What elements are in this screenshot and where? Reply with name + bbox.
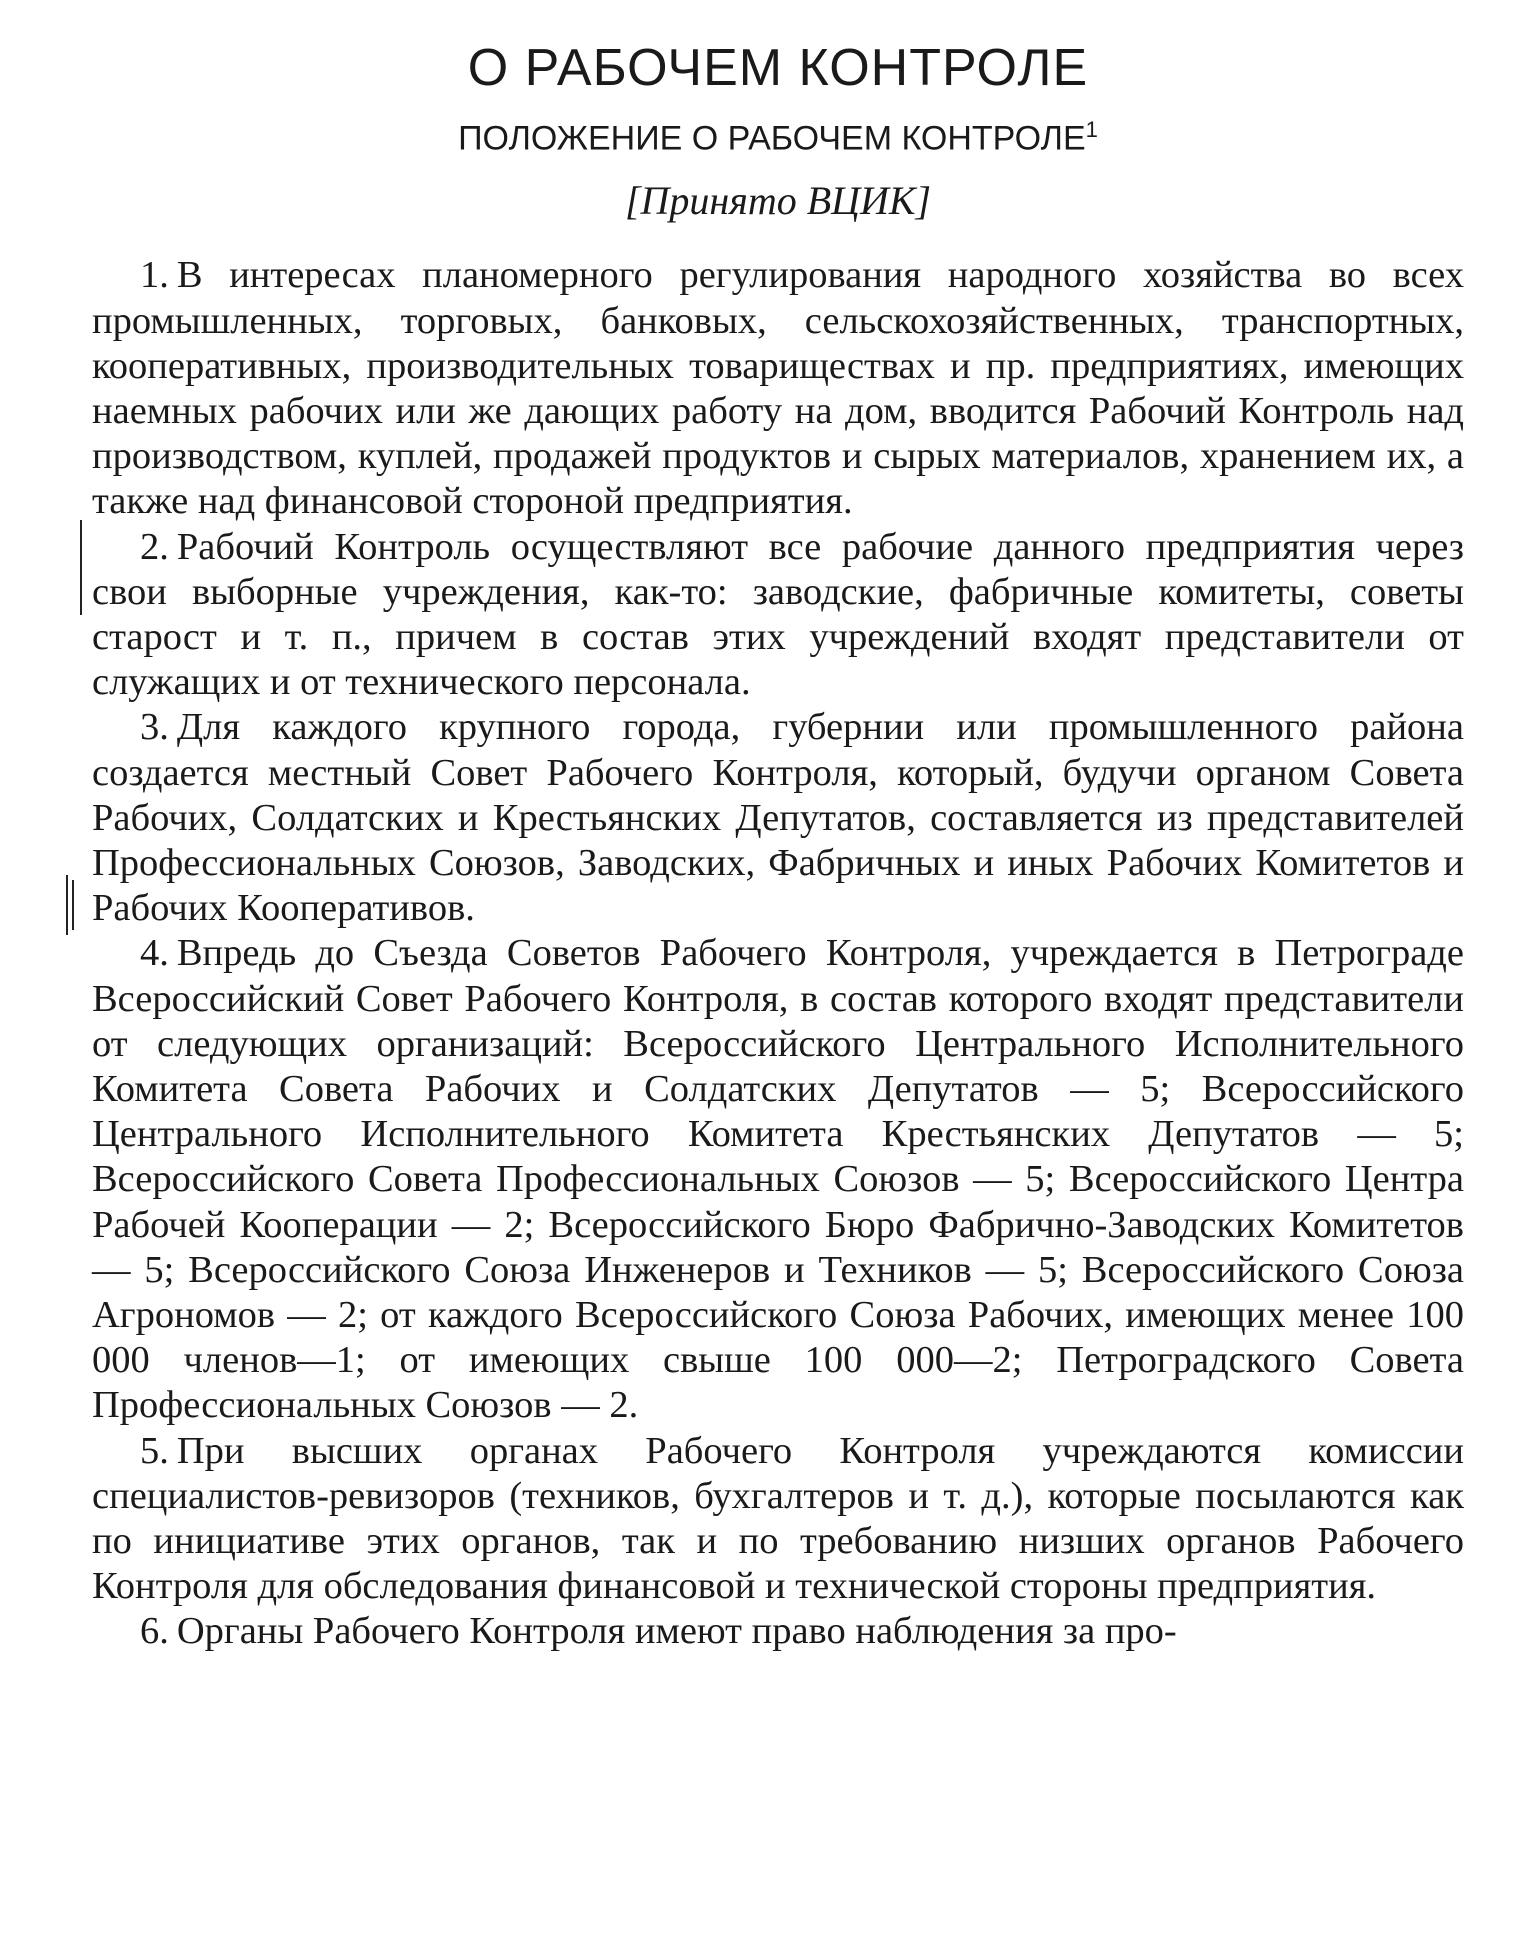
- paragraph-number: 4.: [140, 932, 169, 975]
- paragraph-number: 1.: [140, 254, 169, 297]
- paragraph-number: 5.: [140, 1429, 169, 1472]
- subtitle-text: ПОЛОЖЕНИЕ О РАБОЧЕМ КОНТРОЛЕ: [458, 119, 1086, 158]
- paragraph-4: [92, 931, 1464, 1428]
- paragraph-text: В интересах планомерного регулирования народного хозяйства во всех промышленных, торговых, банковых, сельскохозяйственных, транспортных, кооперативных, производительных товариществах и пр. предприятиях, имеющих наемных рабочих или же дающих работу на дом, вводится Рабочий Контроль над производством, куплей, продажей продуктов и сырых материалов, хранением их, а также над финансовой стороной предприятия.: [92, 254, 1464, 523]
- paragraph-number: 2.: [140, 525, 169, 568]
- paragraph-text: Органы Рабочего Контроля имеют право наблюдения за про-: [176, 1610, 1177, 1653]
- paragraph-5: [92, 1429, 1464, 1610]
- paragraph-6: [92, 1609, 1464, 1654]
- paragraph-3: [92, 705, 1464, 931]
- paragraph-2: [92, 525, 1464, 706]
- document-title: О РАБОЧЕМ КОНТРОЛЕ: [467, 39, 1089, 97]
- paragraph-text: Рабочий Контроль осуществляют все рабочие данного предприятия через свои выборные учреждения, как-то: заводские, фабричные комитеты, советы старост и т. п., причем в состав этих учреждений входят представители от служащих и от технического персонала.: [92, 525, 1464, 704]
- paragraph-number: 6.: [140, 1610, 169, 1653]
- document-subtitle: [92, 117, 1464, 159]
- document-page: [92, 40, 1464, 1655]
- footnote-reference: 1: [1085, 117, 1098, 143]
- margin-mark: [66, 875, 68, 935]
- margin-mark: [72, 880, 74, 930]
- paragraph-text: Впредь до Съезда Советов Рабочего Контроля, учреждается в Петрограде Всероссийский Совет Рабочего Контроля, в состав которого входят представители от следующих организаций: Всероссийского Центрального Исполнительного Комитета Совета Рабочих и Солдатских Депутатов — 5; Всероссийского Центрального Исполнительного Комитета Крестьянских Депутатов — 5; Всероссийского Совета Профессиональных Союзов — 5; Всероссийского Центра Рабочей Кооперации — 2; Всероссийского Бюро Фабрично-Заводских Комитетов — 5; Всероссийского Союза Инженеров и Техников — 5; Всероссийского Союза Агрономов — 2; от каждого Всероссийского Союза Рабочих, имеющих менее 100 000 членов—1; от имеющих свыше 100 000—2; Петроградского Совета Профессиональных Союзов — 2.: [92, 932, 1464, 1427]
- adoption-note: [Принято ВЦИК]: [624, 178, 932, 224]
- paragraph-number: 3.: [140, 706, 169, 749]
- paragraph-1: [92, 253, 1464, 524]
- paragraph-text: Для каждого крупного города, губернии или промышленного района создается местный Совет Рабочего Контроля, который, будучи органом Совета Рабочих, Солдатских и Крестьянских Депутатов, составляется из представителей Профессиональных Союзов, Заводских, Фабричных и иных Рабочих Комитетов и Рабочих Кооперативов.: [92, 706, 1464, 930]
- paragraph-text: При высших органах Рабочего Контроля учреждаются комиссии специалистов-ревизоров (техников, бухгалтеров и т. д.), которые посылаются как по инициативе этих органов, так и по требованию низших органов Рабочего Контроля для обследования финансовой и технической стороны предприятия.: [92, 1429, 1464, 1608]
- margin-mark: [80, 520, 82, 615]
